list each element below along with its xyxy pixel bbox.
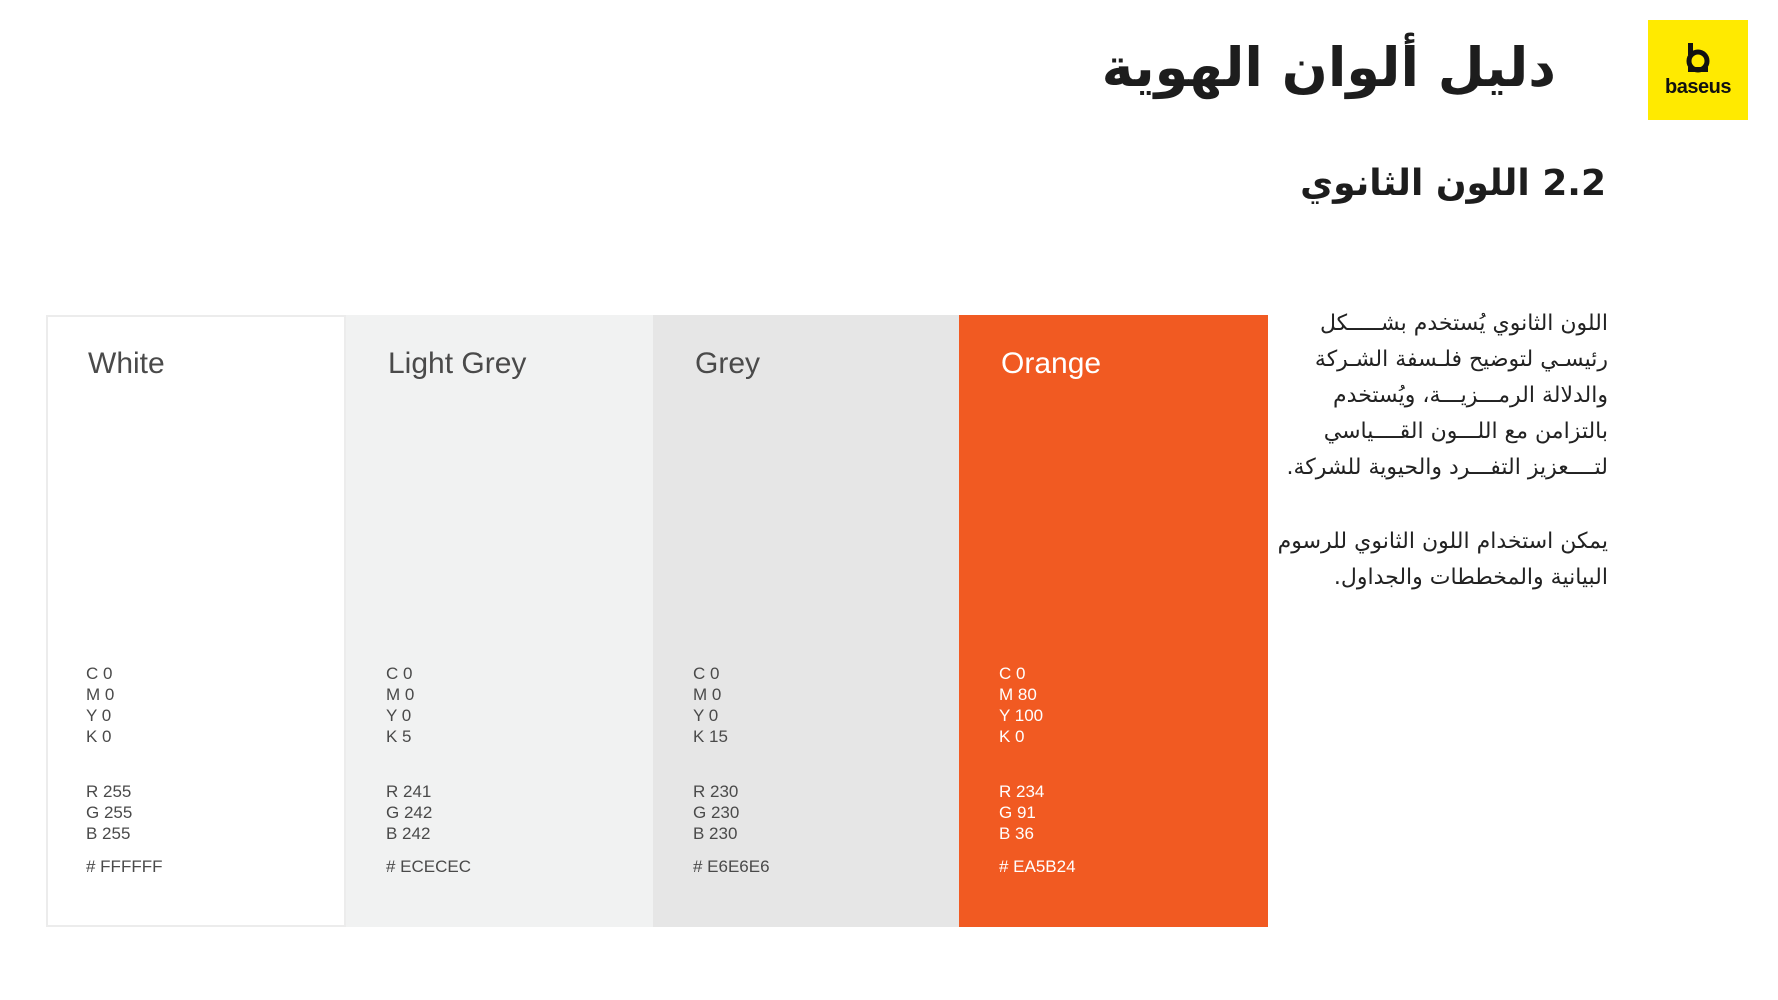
cmyk-c: C 0 (86, 664, 113, 683)
cmyk-values (999, 663, 1043, 747)
hex-value: # ECECEC (386, 857, 472, 876)
cmyk-m: M 0 (386, 685, 415, 704)
swatch-light-grey (346, 315, 653, 927)
cmyk-k: K 0 (86, 727, 112, 746)
swatch-name: Orange (1001, 347, 1102, 380)
rgb-values (386, 781, 432, 844)
rgb-r: R 241 (386, 782, 432, 801)
cmyk-m: M 0 (86, 685, 115, 704)
rgb-b: B 230 (693, 824, 738, 843)
rgb-b: B 242 (386, 824, 431, 843)
cmyk-values (693, 663, 728, 747)
description (1268, 306, 1608, 634)
hex-value: # E6E6E6 (693, 857, 770, 876)
baseus-b-icon (1685, 43, 1711, 73)
rgb-g: G 91 (999, 803, 1036, 822)
page-title: دليل ألوان الهوية (1101, 36, 1556, 99)
cmyk-k: K 15 (693, 727, 728, 746)
baseus-logo (1648, 20, 1748, 120)
rgb-r: R 255 (86, 782, 132, 801)
rgb-r: R 234 (999, 782, 1045, 801)
swatch-name: Grey (695, 347, 761, 380)
cmyk-c: C 0 (999, 664, 1026, 683)
cmyk-y: Y 0 (693, 706, 719, 725)
rgb-b: B 36 (999, 824, 1034, 843)
rgb-values (86, 781, 132, 844)
rgb-g: G 255 (86, 803, 133, 822)
cmyk-c: C 0 (693, 664, 720, 683)
rgb-values (693, 781, 739, 844)
cmyk-y: Y 0 (86, 706, 112, 725)
cmyk-c: C 0 (386, 664, 413, 683)
swatch-orange (959, 315, 1268, 927)
logo-text: baseus (1665, 76, 1731, 98)
rgb-g: G 242 (386, 803, 433, 822)
color-swatches (46, 315, 1268, 927)
swatch-grey (653, 315, 959, 927)
description-paragraph-2: يمكن استخدام اللون الثانوي للرسوم البيانية والمخططات والجداول. (1277, 529, 1608, 590)
cmyk-y: Y 0 (386, 706, 412, 725)
swatch-white (46, 315, 346, 927)
rgb-values (999, 781, 1044, 844)
description-paragraph-1: اللون الثانوي يُستخدم بشـــــكل رئيسـي لتوضيح فلـسفة الشـركة والدلالة الرمـــزيـــة، ويُستخدم بالتزامن مع اللـــون القــــياسي لتــــعزيز التفـــرد والحيوية للشركة. (1286, 311, 1608, 480)
rgb-r: R 230 (693, 782, 739, 801)
hex-value: # EA5B24 (999, 857, 1076, 876)
cmyk-y: Y 100 (999, 706, 1044, 725)
cmyk-values (386, 663, 414, 747)
hex-value: # FFFFFF (86, 857, 163, 876)
cmyk-m: M 0 (693, 685, 722, 704)
cmyk-k: K 0 (999, 727, 1025, 746)
cmyk-values (86, 663, 114, 747)
cmyk-m: M 80 (999, 685, 1037, 704)
rgb-b: B 255 (86, 824, 131, 843)
swatch-name: Light Grey (388, 347, 527, 380)
cmyk-k: K 5 (386, 727, 412, 746)
swatch-name: White (88, 347, 165, 380)
rgb-g: G 230 (693, 803, 740, 822)
section-title: 2.2 اللون الثانوي (1300, 163, 1606, 204)
